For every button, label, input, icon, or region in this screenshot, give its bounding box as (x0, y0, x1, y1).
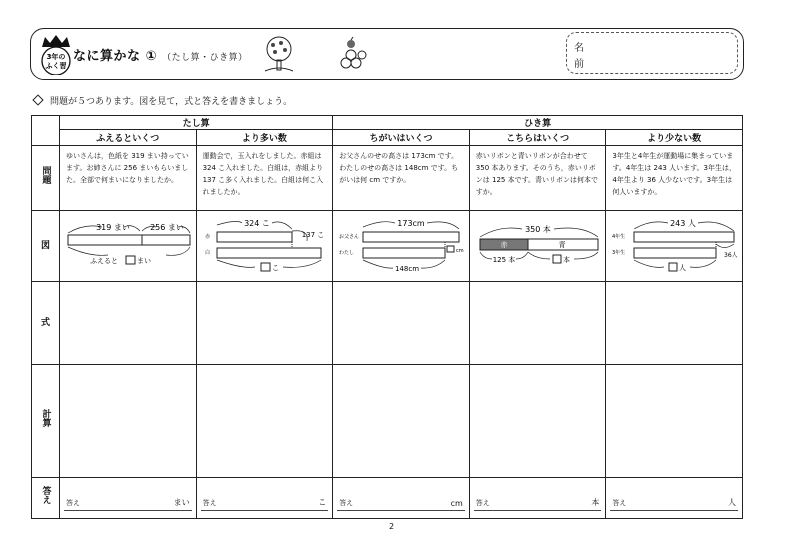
fig3-answer-box (447, 246, 454, 252)
row-label-expression-text: 式 (40, 318, 50, 328)
answer-unit-5: 人 (728, 498, 736, 507)
answer-cell-2[interactable] (196, 478, 333, 519)
worksheet-table (31, 115, 743, 519)
row-label-problem-text: 問題 (40, 165, 51, 184)
expression-cell-2[interactable] (196, 282, 333, 365)
title-text: なに算かな ① (73, 49, 158, 64)
fig5-top-label: 243 人 (670, 219, 697, 228)
fig3-row2: わたし (339, 250, 355, 256)
figure-5 (606, 211, 743, 282)
fig4-unit: 本 (562, 256, 570, 264)
badge-text-bottom: ふく習 (45, 62, 67, 70)
row-label-figure (32, 211, 60, 282)
expression-cell-4[interactable] (469, 282, 606, 365)
fig3-unit: cm (456, 248, 464, 254)
figure-4 (469, 211, 606, 282)
answer-label-5: 答え (612, 499, 627, 507)
fig4-red-count: 125 本 (492, 256, 516, 264)
expression-cell-1[interactable] (60, 282, 197, 365)
apple-tree-icon (261, 35, 297, 73)
answer-label-2: 答え (202, 499, 217, 507)
title-subtitle: （たし算・ひき算） (162, 53, 248, 63)
page-title (73, 45, 248, 64)
group-subtraction: ひき算 (333, 116, 743, 130)
problem-1: ゆいさんは，色紙を 319 まい持っています。お姉さんに 256 まいもらいました。全部で何まいになりましたか。 (60, 146, 197, 211)
answer-label-3: 答え (339, 499, 354, 507)
instruction (34, 94, 292, 107)
fig1-total-label: ふえると (90, 257, 118, 265)
fig3-bottom-label: 148cm (395, 265, 420, 273)
group-addition: たし算 (60, 116, 333, 130)
fig1-label-b: 256 まい (150, 223, 184, 232)
fig2-diff-label: 137 こ (301, 231, 324, 239)
col-title-5: より少ない数 (606, 130, 743, 146)
fig5-answer-box (669, 263, 677, 271)
row-label-calculation (32, 365, 60, 478)
instruction-text: 問題が５つあります。図を見て，式と答えを書きましょう。 (50, 97, 293, 107)
fig2-row2: 白 (204, 250, 210, 256)
problem-2: 運動会で，玉入れをしました。赤組は 324 こ入れました。白組は，赤組より 137 こ多く入れました。白組は何こ入れましたか。 (196, 146, 333, 211)
badge-text-top: 3年の (46, 53, 66, 61)
figure-2 (196, 211, 333, 282)
name-label-top: 名 (574, 43, 584, 54)
answer-label-1: 答え (66, 499, 80, 507)
row-label-problem (32, 146, 60, 211)
fig5-unit: 人 (679, 264, 687, 272)
tape-diagram-4 (470, 211, 606, 281)
page-number: 2 (389, 522, 395, 531)
calculation-cell-4[interactable] (469, 365, 606, 478)
calculation-cell-3[interactable] (333, 365, 470, 478)
row-label-answer (32, 478, 60, 519)
fig4-top-label: 350 本 (524, 225, 551, 234)
col-title-4: こちらはいくつ (469, 130, 606, 146)
tape-diagram-3 (333, 211, 469, 281)
fig2-row1: 赤 (204, 234, 210, 240)
fig5-row2: 3年生 (612, 250, 626, 256)
diamond-icon (32, 94, 43, 105)
fig3-row1: お父さん (339, 234, 360, 240)
problem-4: 赤いリボンと青いリボンが合わせて 350 本あります。そのうち，赤いリボンは 125 本です。青いリボンは何本ですか。 (469, 146, 606, 211)
badge-crown-icon (39, 33, 73, 75)
calculation-cell-5[interactable] (606, 365, 743, 478)
row-label-figure-text: 図 (40, 241, 50, 251)
problem-3: お父さんのせの高さは 173cm です。わたしのせの高さは 148cm です。ちがいは何 cm ですか。 (333, 146, 470, 211)
row-label-answer-text: 答え (40, 485, 51, 504)
fig4-blue-label: 青 (558, 241, 566, 249)
answer-unit-1: まい (173, 498, 190, 507)
tape-diagram-1 (60, 211, 196, 281)
tape-diagram-2 (197, 211, 333, 281)
fig5-diff-label: 36人 (724, 252, 739, 259)
calculation-cell-1[interactable] (60, 365, 197, 478)
answer-unit-4: 本 (591, 498, 600, 507)
figure-3 (333, 211, 470, 282)
answer-cell-4[interactable] (469, 478, 606, 519)
fig1-label-a: 319 まい (96, 223, 130, 232)
answer-cell-3[interactable] (333, 478, 470, 519)
figure-1 (60, 211, 197, 282)
answer-unit-2: こ (318, 498, 327, 507)
name-label-bottom: 前 (574, 59, 584, 70)
fruit-pile-icon (336, 35, 370, 73)
corner-cell (32, 116, 60, 146)
tape-diagram-5 (606, 211, 742, 281)
calculation-cell-2[interactable] (196, 365, 333, 478)
answer-cell-5[interactable] (606, 478, 743, 519)
problem-5: 3年生と4年生が運動場に集まっています。4年生は 243 人います。3年生は，4年生より 36 人少ないです。3年生は何人いますか。 (606, 146, 743, 211)
fig1-answer-box (126, 256, 135, 264)
fig4-answer-box (553, 255, 561, 263)
col-title-2: より多い数 (196, 130, 333, 146)
fig3-top-label: 173cm (397, 219, 425, 228)
expression-cell-3[interactable] (333, 282, 470, 365)
fig2-answer-box (261, 263, 270, 271)
answer-unit-3: cm (450, 499, 463, 508)
answer-label-4: 答え (475, 499, 490, 507)
worksheet-header (30, 28, 744, 80)
row-label-expression (32, 282, 60, 365)
fig4-red-label: 赤 (500, 241, 508, 249)
expression-cell-5[interactable] (606, 282, 743, 365)
fig1-unit: まい (137, 257, 151, 265)
answer-cell-1[interactable] (60, 478, 197, 519)
col-title-3: ちがいはいくつ (333, 130, 470, 146)
col-title-1: ふえるといくつ (60, 130, 197, 146)
row-label-calculation-text: 計算 (40, 408, 51, 427)
name-field[interactable] (566, 32, 738, 74)
fig2-top-label: 324 こ (243, 219, 270, 228)
fig5-row1: 4年生 (612, 234, 626, 240)
fig2-unit: こ (271, 264, 279, 272)
